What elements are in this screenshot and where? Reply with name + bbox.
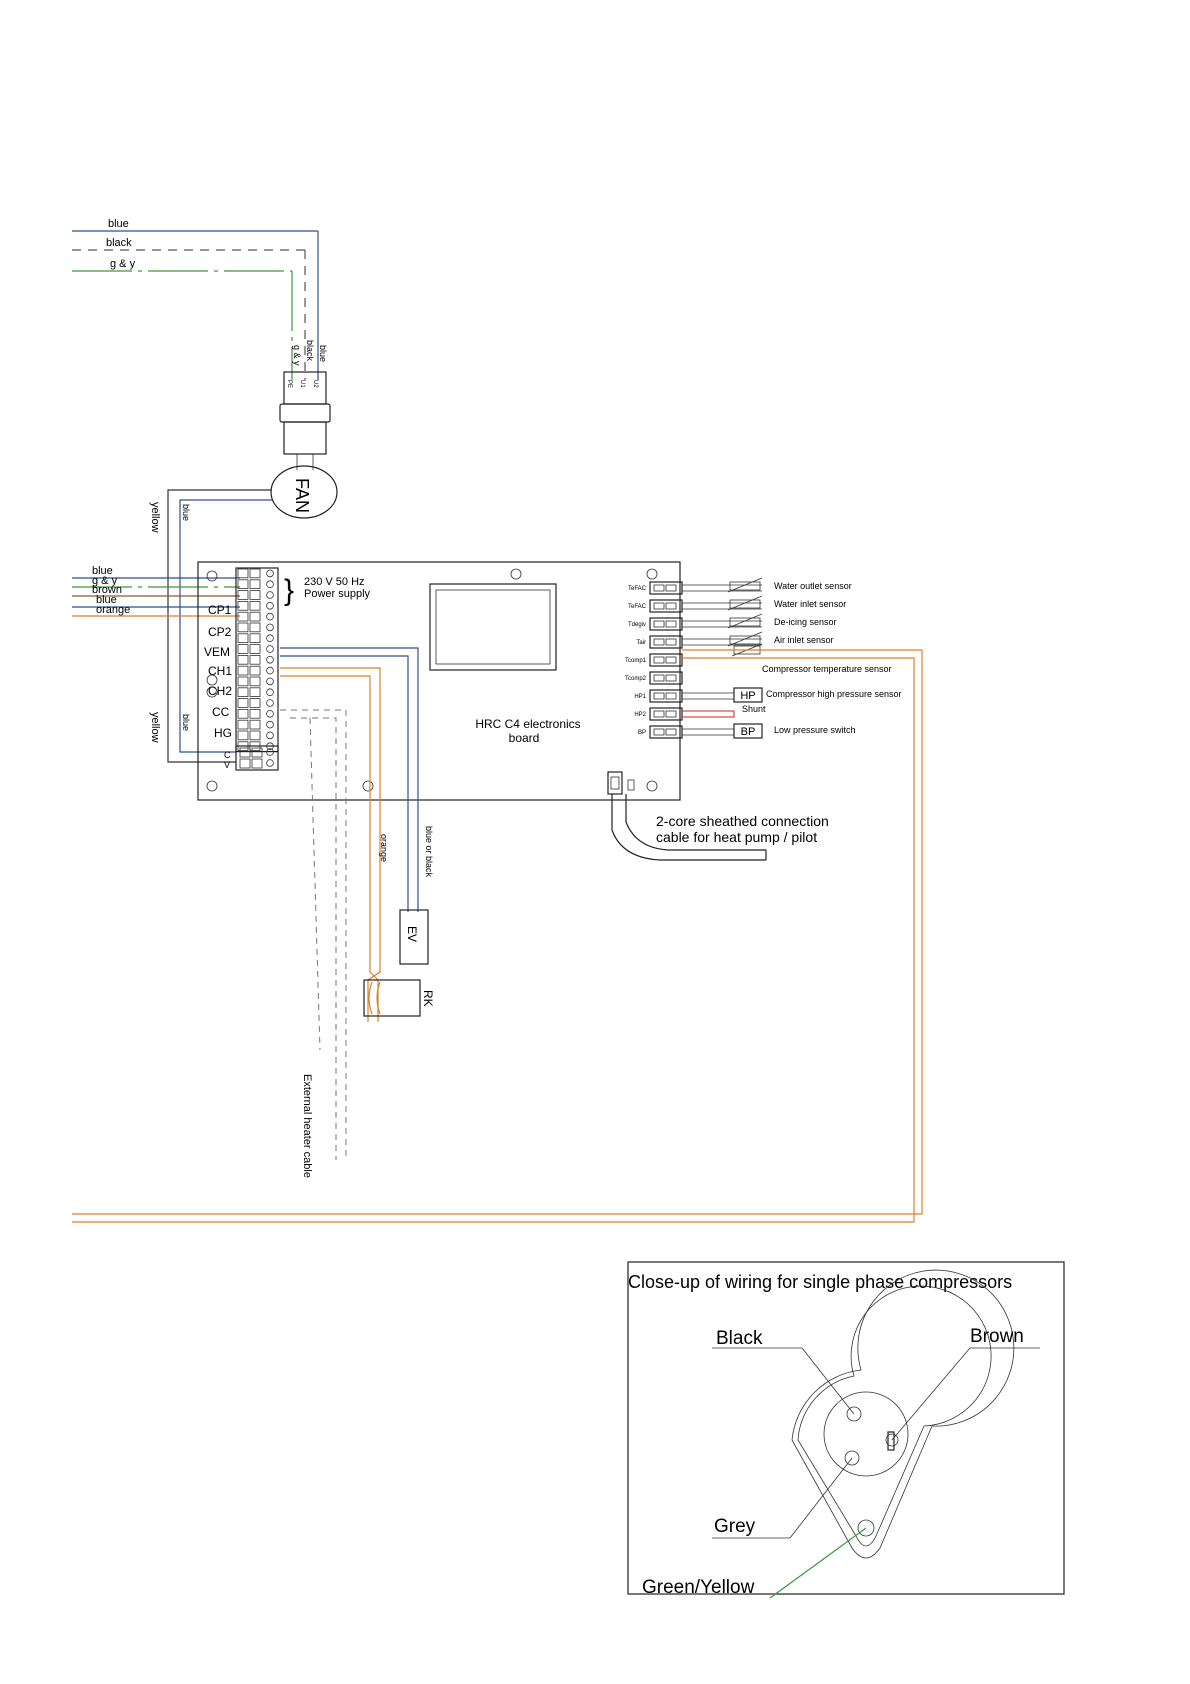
terminal-ch1: CH1 [208, 664, 233, 678]
sensor-connector-label: BP [637, 730, 646, 736]
power-wire-blue-2: blue [96, 594, 117, 606]
connection-cable [608, 772, 829, 860]
fan-wire-blue-lower: blue [181, 714, 191, 732]
sensor-connector [638, 726, 682, 738]
power-supply-label [284, 574, 371, 607]
compressor-outline [798, 1286, 991, 1546]
fan-vert-label-gy: g & y [292, 345, 302, 366]
sensor-label: Water inlet sensor [774, 599, 847, 609]
ev-label: EV [405, 926, 419, 943]
board-display [430, 584, 556, 670]
pin-label-u2: U2 [312, 380, 318, 388]
bp-box-label: BP [740, 726, 756, 738]
sensor-connector-label: Tdegiv [627, 622, 646, 628]
electronics-board [198, 562, 680, 800]
sensor-label: Compressor temperature sensor [762, 664, 892, 674]
terminal-ch2: CH2 [208, 684, 233, 698]
fan-label: FAN [292, 478, 312, 514]
rk-label: RK [421, 990, 435, 1007]
power-wire-brown: brown [92, 584, 122, 596]
compressor-temp-return-wire [72, 650, 922, 1222]
fan-wire-blue-upper: blue [181, 504, 191, 522]
rk-component [364, 980, 435, 1016]
board-title-line2: board [508, 731, 540, 745]
fan-wire-label-gy: g & y [110, 258, 136, 270]
terminal-v: V [224, 760, 231, 770]
terminal-cp1: CP1 [208, 603, 232, 617]
terminal-cc: CC [212, 705, 230, 719]
closeup-label-brown: Brown [970, 1326, 1024, 1347]
fan-wire-yellow-upper: yellow [149, 502, 161, 533]
sensor-label: Shunt [742, 704, 766, 714]
sensor-connector-label: TeFAC [627, 586, 646, 592]
sensor-connector-label: Tcomp1 [624, 658, 646, 664]
external-heater-label: External heater cable [301, 1074, 313, 1178]
fan-motor [271, 466, 337, 518]
power-supply-line1: 230 V 50 Hz [304, 576, 365, 588]
terminal-slot [238, 601, 273, 610]
terminal-slot [238, 612, 273, 621]
fan-vert-label-black: black [305, 340, 315, 362]
sensor-connector [625, 672, 682, 684]
terminal-slot [238, 655, 273, 664]
terminal-slot [238, 688, 273, 697]
ev-component [400, 910, 428, 964]
sensor-label: Air inlet sensor [774, 635, 834, 645]
closeup-panel [628, 1262, 1064, 1598]
cable-label-line2: cable for heat pump / pilot [656, 829, 818, 845]
power-wire-blue: blue [92, 565, 113, 577]
sensor-connector [634, 708, 682, 720]
fan-wire-label-blue: blue [108, 218, 129, 230]
terminal-slot [238, 569, 273, 578]
terminal-vem: VEM [204, 645, 231, 659]
closeup-label-grey: Grey [714, 1516, 756, 1537]
power-wire-gy: g & y [92, 575, 118, 587]
cable-label-line1: 2-core sheathed connection [656, 813, 829, 829]
orange-wire-label: orange [379, 834, 389, 863]
terminal-slot [238, 634, 273, 643]
hp-box-label: HP [740, 690, 756, 702]
terminal-hg: HG [214, 726, 232, 740]
terminal-slot [238, 591, 273, 600]
terminal-slot [238, 666, 273, 675]
fan-supply-wires [72, 218, 328, 380]
sensor-connector-label: Tair [636, 640, 646, 646]
terminal-cp2: CP2 [208, 625, 232, 639]
ev-wire-label: blue or black [424, 826, 434, 878]
terminal-slot [238, 580, 273, 589]
fan-vert-label-blue: blue [318, 345, 328, 363]
sensor-label: Compressor high pressure sensor [766, 689, 902, 699]
terminal-slot [238, 731, 273, 740]
terminal-slot [238, 699, 273, 708]
sensor-connector-label: HP1 [634, 694, 646, 700]
sensor-connector-label: TeFAC [627, 604, 646, 610]
fan-wire-yellow-lower: yellow [149, 712, 161, 743]
pin-label-pe: PE [286, 380, 292, 389]
sensor-connector [636, 636, 682, 648]
fan-wire-label-black: black [106, 237, 132, 249]
board-title-line1: HRC C4 electronics [475, 717, 581, 731]
terminal-labels [204, 603, 232, 770]
sensor-connector [625, 654, 682, 666]
terminal-slot [238, 709, 273, 718]
terminal-slot [238, 677, 273, 686]
power-wire-orange: orange [96, 604, 131, 616]
closeup-label-black: Black [716, 1328, 763, 1349]
terminal-c: C [224, 750, 231, 760]
sensor-label: Low pressure switch [774, 725, 856, 735]
terminal-slot [238, 623, 273, 632]
sensor-connector [628, 582, 682, 594]
sensor-connector [628, 618, 682, 630]
sensor-connector [634, 690, 682, 702]
fan-connector [280, 372, 330, 470]
power-supply-line2: Power supply [304, 588, 371, 600]
sensor-label: Water outlet sensor [774, 581, 852, 591]
terminal-slot [238, 720, 273, 729]
terminal-slot [238, 645, 273, 654]
sensor-label: De-icing sensor [774, 617, 837, 627]
closeup-title: Close-up of wiring for single phase compressors [628, 1272, 1013, 1292]
power-brace: } [284, 574, 295, 607]
terminal-block [236, 568, 278, 770]
closeup-label-green-yellow: Green/Yellow [642, 1577, 755, 1598]
pin-label-u1: U1 [299, 380, 305, 388]
sensor-connector [628, 600, 682, 612]
sensor-connector-label: HP2 [634, 712, 646, 718]
sensor-connector-label: Tcomp2 [624, 676, 646, 682]
